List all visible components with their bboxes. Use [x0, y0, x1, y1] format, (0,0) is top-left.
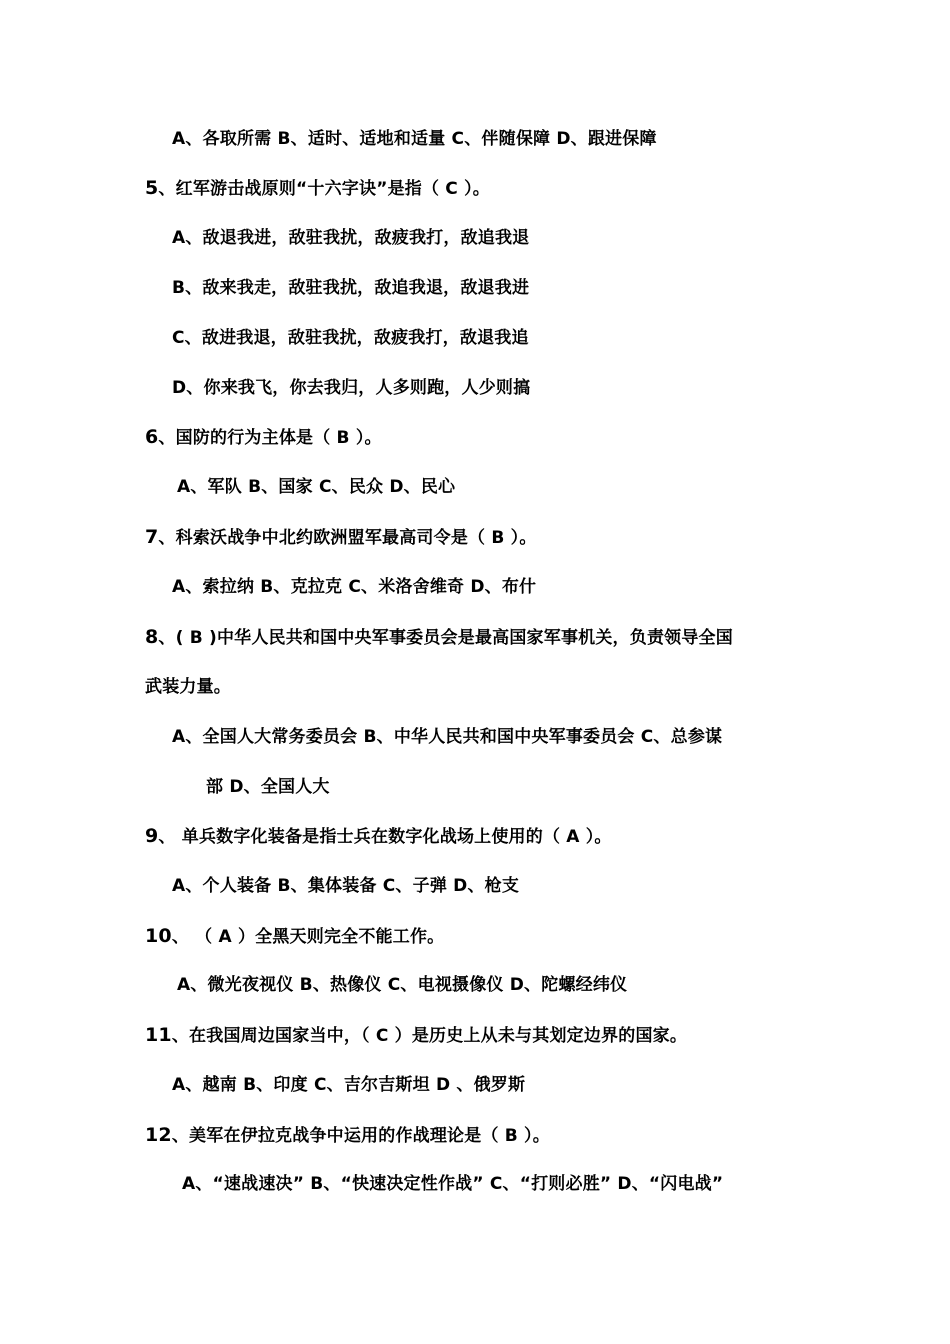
q4-options [172, 127, 657, 151]
q5-question [145, 176, 490, 201]
question-text: 、国防的行为主体是（ B ）。 [158, 428, 382, 448]
q8-options-cont [206, 775, 330, 799]
question-number: 5 [145, 177, 159, 199]
option-text: A、全国人大常务委员会 B、中华人民共和国中央军事委员会 C、总参谋 [172, 727, 723, 747]
q12-question [145, 1123, 550, 1148]
option-text: B、敌来我走，敌驻我扰，敌追我退，敌退我进 [172, 278, 530, 298]
option-text: A、索拉纳 B、克拉克 C、米洛舍维奇 D、布什 [172, 577, 537, 597]
question-text: 、( B )中华人民共和国中央军事委员会是最高国家军事机关，负责领导全国 [158, 628, 733, 648]
option-text: A、“速战速决” B、“快速决定性作战” C、“打则必胜” D、“闪电战” [182, 1174, 724, 1194]
q8-question [145, 625, 733, 650]
option-text: A、军队 B、国家 C、民众 D、民心 [177, 477, 456, 497]
option-text: A、个人装备 B、集体装备 C、子弹 D、枪支 [172, 876, 520, 896]
q5-option-c [172, 326, 529, 350]
question-number: 8 [145, 626, 159, 648]
q9-question [145, 824, 612, 849]
option-text: 部 D、全国人大 [206, 777, 330, 797]
q7-options [172, 575, 536, 599]
q11-options [172, 1073, 525, 1097]
q6-options [177, 475, 455, 499]
question-number: 12 [145, 1124, 172, 1146]
q8-options [172, 725, 722, 749]
question-number: 11 [145, 1024, 172, 1046]
option-text: C、敌进我退，敌驻我扰，敌疲我打，敌退我追 [172, 328, 529, 348]
option-text: A、各取所需 B、适时、适地和适量 C、伴随保障 D、跟进保障 [172, 129, 657, 149]
q5-option-b [172, 276, 529, 300]
q7-question [145, 525, 537, 550]
q8-question-cont [145, 675, 231, 699]
option-text: A、越南 B、印度 C、吉尔吉斯坦 D 、俄罗斯 [172, 1075, 526, 1095]
question-number: 9 [145, 825, 159, 847]
q10-question [145, 924, 444, 949]
question-number: 7 [145, 526, 159, 548]
q10-options [177, 973, 627, 997]
question-text: 、科索沃战争中北约欧洲盟军最高司令是（ B ）。 [158, 528, 537, 548]
q5-option-a [172, 226, 529, 250]
question-text: 、 （ A ）全黑天则完全不能工作。 [171, 927, 445, 947]
q11-question [145, 1023, 687, 1048]
q5-option-d [172, 376, 530, 400]
option-text: A、敌退我进，敌驻我扰，敌疲我打，敌追我退 [172, 228, 530, 248]
question-number: 6 [145, 426, 159, 448]
option-text: A、微光夜视仪 B、热像仪 C、电视摄像仪 D、陀螺经纬仪 [177, 975, 628, 995]
question-text: 、 单兵数字化装备是指士兵在数字化战场上使用的（ A ）。 [158, 827, 612, 847]
option-text: D、你来我飞，你去我归，人多则跑，人少则搞 [172, 378, 531, 398]
q9-options [172, 874, 519, 898]
question-text: 武装力量。 [145, 677, 231, 697]
question-number: 10 [145, 925, 172, 947]
q12-options [182, 1172, 723, 1196]
question-text: 、红军游击战原则“十六字诀”是指（ C ）。 [158, 179, 490, 199]
question-text: 、在我国周边国家当中，（ C ）是历史上从未与其划定边界的国家。 [171, 1026, 688, 1046]
question-text: 、美军在伊拉克战争中运用的作战理论是（ B ）。 [171, 1126, 550, 1146]
q6-question [145, 425, 382, 450]
